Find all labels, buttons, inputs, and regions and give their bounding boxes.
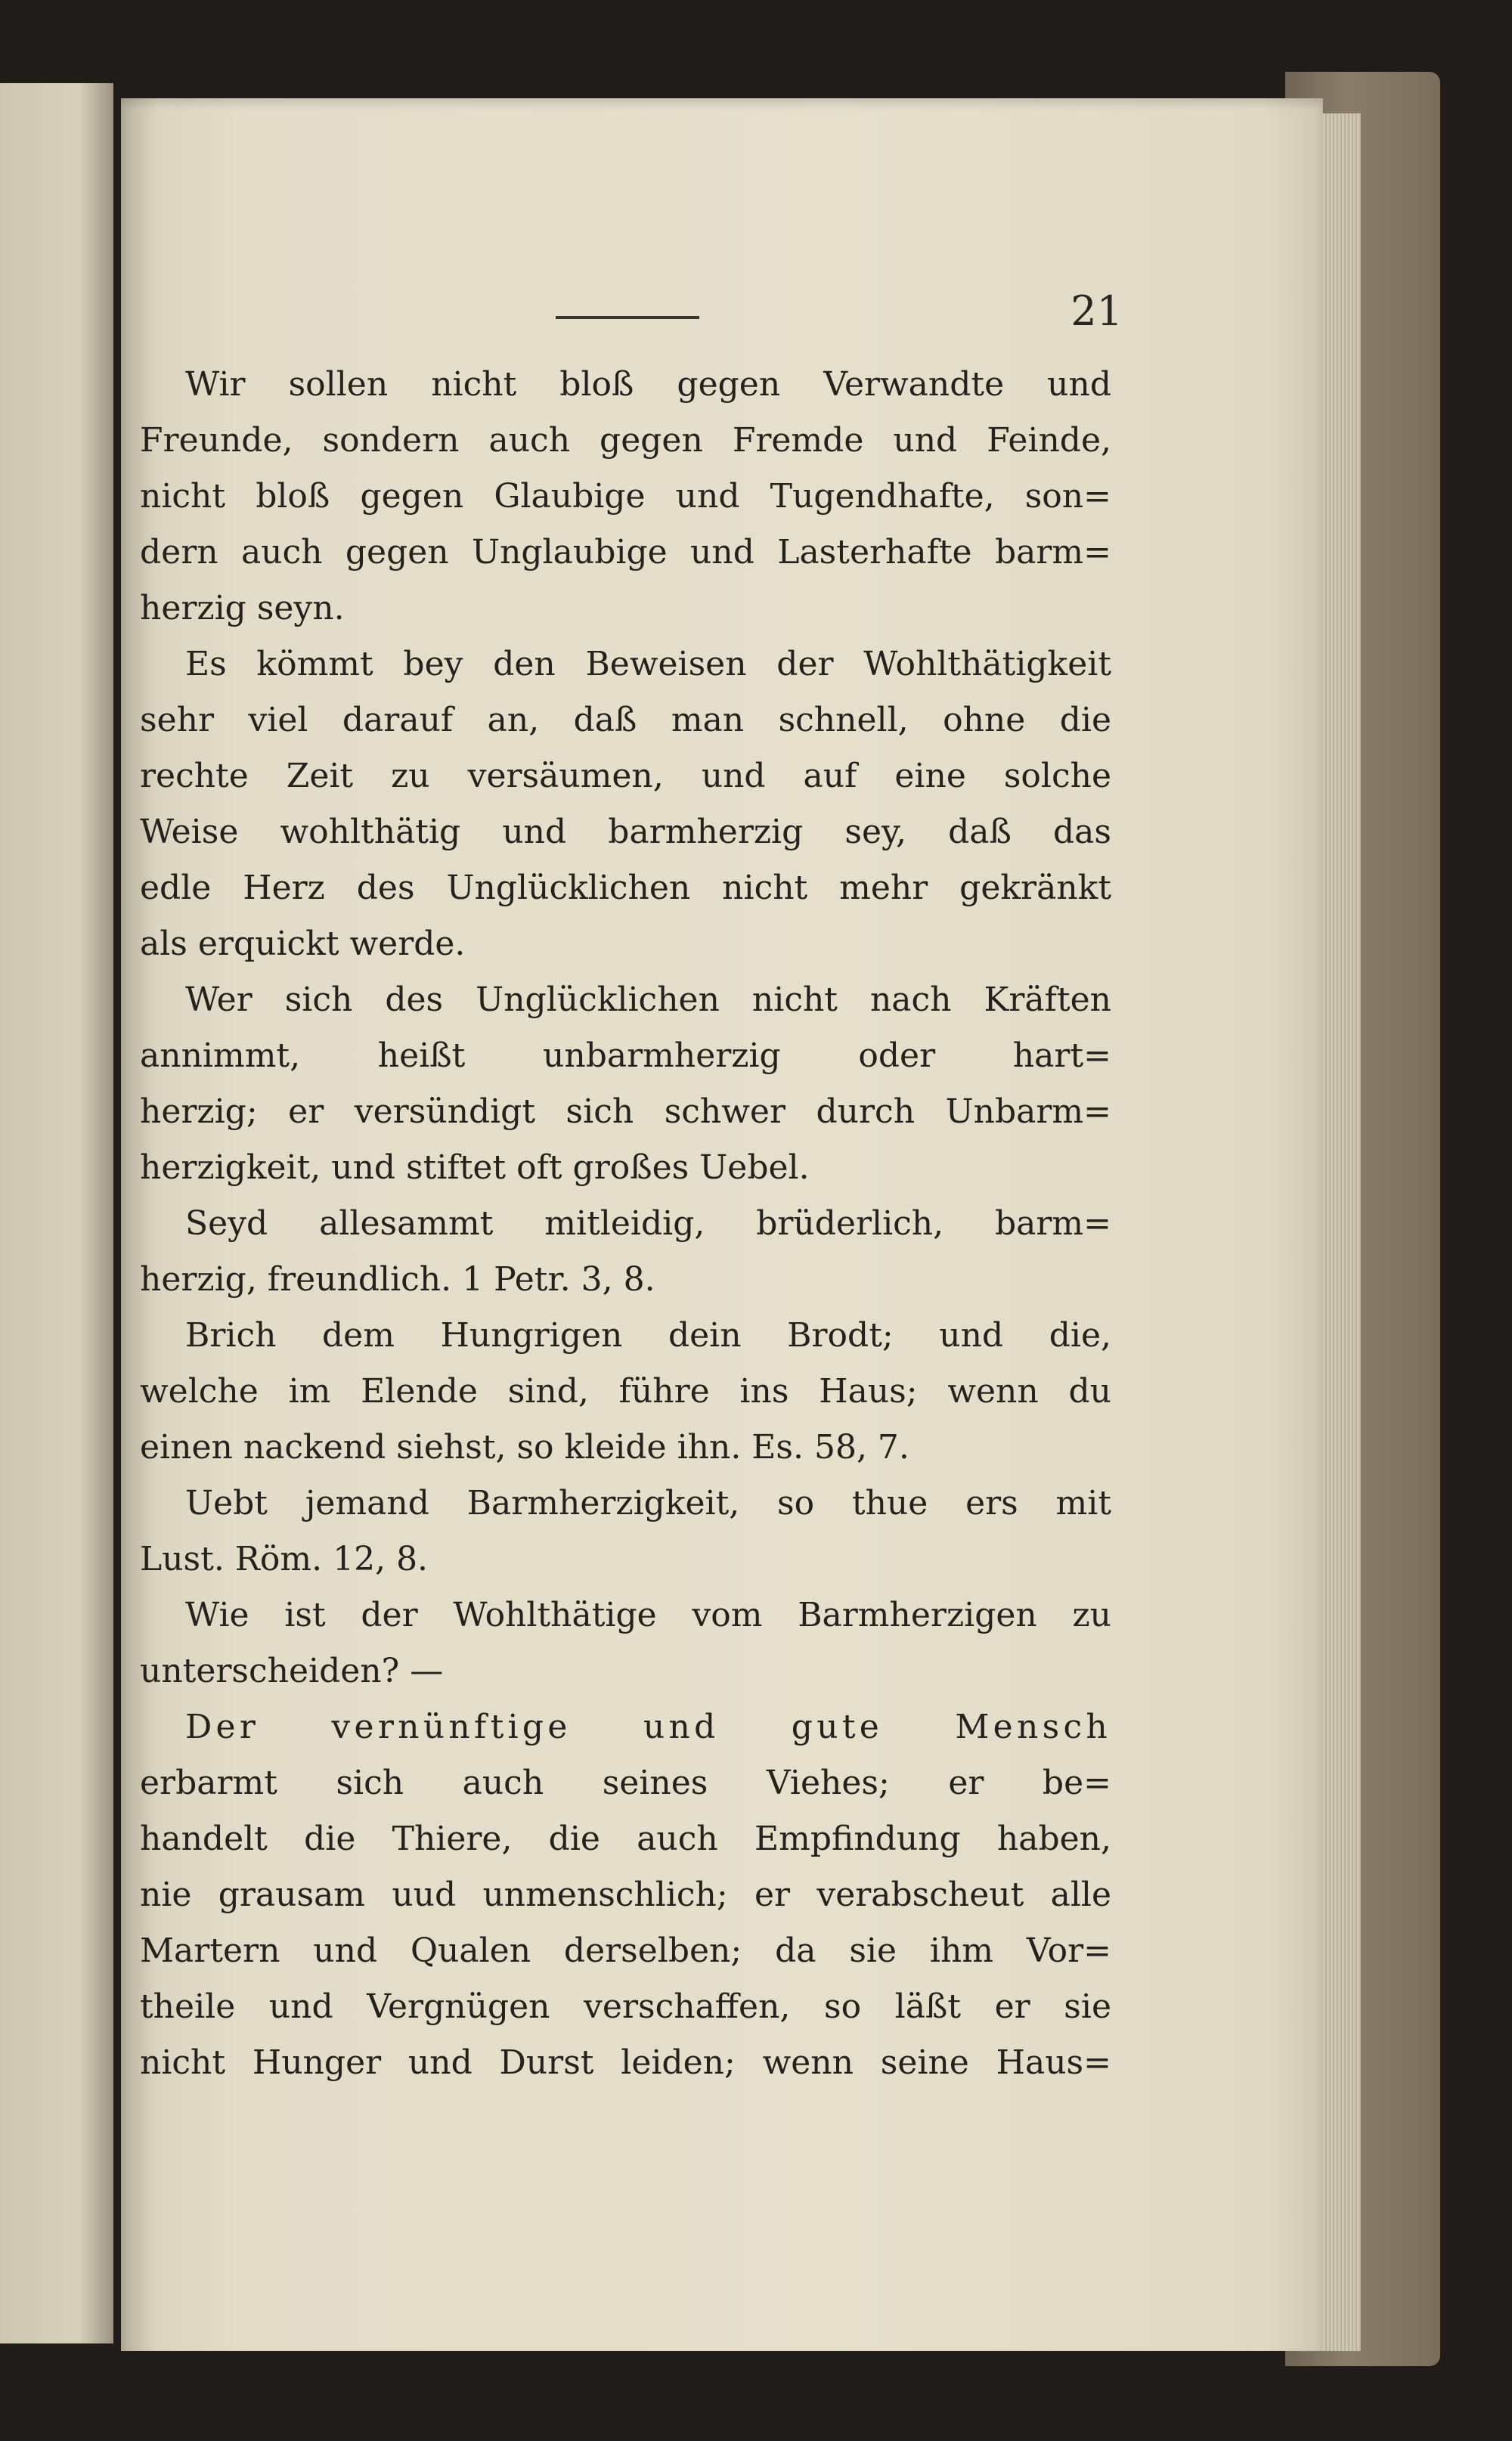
- text-line: Uebt jemand Barmherzigkeit, so thue ers mit: [185, 1484, 1111, 1523]
- text-line: herzig seyn.: [140, 589, 345, 627]
- text-line: unterscheiden? —: [140, 1652, 444, 1690]
- text-line: Wer sich des Unglücklichen nicht nach Kräften: [185, 980, 1111, 1019]
- text-line: herzigkeit, und stiftet oft großes Uebel.: [140, 1148, 810, 1187]
- adjacent-left-page: [0, 83, 113, 2343]
- text-line: edle Herz des Unglücklichen nicht mehr gekränkt: [140, 869, 1111, 907]
- text-line: als erquickt werde.: [140, 925, 466, 963]
- text-line: nicht Hunger und Durst leiden; wenn seine Haus=: [140, 2043, 1111, 2082]
- text-line: herzig, freundlich. 1 Petr. 3, 8.: [140, 1260, 655, 1299]
- text-line: annimmt, heißt unbarmherzig oder hart=: [140, 1036, 1111, 1075]
- text-line: Weise wohlthätig und barmherzig sey, daß das: [140, 813, 1111, 851]
- text-line: einen nackend siehst, so kleide ihn. Es. 58, 7.: [140, 1428, 909, 1467]
- page-number: 21: [1070, 287, 1123, 335]
- page-text: [140, 357, 1111, 2091]
- text-line: herzig; er versündigt sich schwer durch Unbarm=: [140, 1092, 1111, 1131]
- header-rule: [556, 316, 699, 319]
- text-line: nicht bloß gegen Glaubige und Tugendhafte, son=: [140, 477, 1111, 516]
- text-line: Freunde, sondern auch gegen Fremde und Feinde,: [140, 421, 1111, 460]
- text-line: dern auch gegen Unglaubige und Lasterhafte barm=: [140, 533, 1111, 572]
- text-line: Wie ist der Wohlthätige vom Barmherzigen zu: [185, 1596, 1111, 1634]
- text-line: erbarmt sich auch seines Viehes; er be=: [140, 1764, 1111, 1802]
- text-line: sehr viel darauf an, daß man schnell, ohne die: [140, 701, 1111, 739]
- text-line: theile und Vergnügen verschaffen, so läßt er sie: [140, 1987, 1111, 2026]
- text-line: Es kömmt bey den Beweisen der Wohlthätigkeit: [185, 645, 1111, 683]
- text-line: Brich dem Hungrigen dein Brodt; und die,: [185, 1316, 1111, 1355]
- text-line: nie grausam uud unmenschlich; er verabscheut alle: [140, 1876, 1111, 1914]
- text-line: rechte Zeit zu versäumen, und auf eine solche: [140, 757, 1111, 795]
- text-line: Lust. Röm. 12, 8.: [140, 1540, 429, 1578]
- text-line: handelt die Thiere, die auch Empfindung haben,: [140, 1820, 1111, 1858]
- text-line: Seyd allesammt mitleidig, brüderlich, barm=: [185, 1204, 1111, 1243]
- text-line: Wir sollen nicht bloß gegen Verwandte und: [185, 365, 1111, 404]
- text-line: welche im Elende sind, führe ins Haus; wenn du: [140, 1372, 1111, 1411]
- text-line: Martern und Qualen derselben; da sie ihm Vor=: [140, 1931, 1111, 1970]
- text-line: Der vernünftige und gute Mensch: [185, 1708, 1111, 1746]
